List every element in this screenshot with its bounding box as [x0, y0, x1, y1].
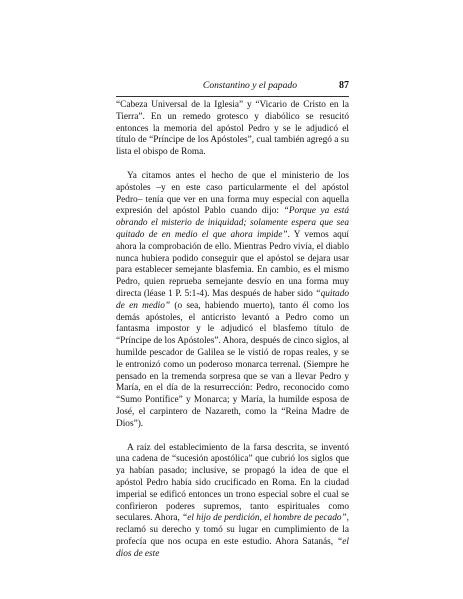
page-number: 87 — [339, 80, 349, 91]
paragraph — [116, 100, 349, 159]
text-run: Ya citamos antes el hecho de que el ministerio de los apóstoles –y en este caso particularmente el del apóstol Pedro– tenía que ver en una forma muy especial con aquella expresión del apóstol Pablo cuando dijo: — [116, 170, 349, 217]
text-run: (o sea, habiendo muerto), tanto él como los demás apóstoles, el anticristo levantó a Pedro como un fantasma impostor y le adjudicó el blasfemo título de “Príncipe de los Apóstoles”. Ahora, después de cinco siglos, al humilde pescador de Galilea se le vistió de ropas reales, y se le entronizó como un poderoso monarca terrenal. (Siempre he pensado en la tremenda sorpresa que se van a llevar Pedro y María, en el día de la resurrección: Pedro, reconocido como “Sumo Pontífice” y Monarca; y María, la humilde esposa de José, el carpintero de Nazareth, como la “Reina Madre de Dios”). — [116, 300, 350, 429]
text-run: . Y vemos aquí ahora la comprobación de ello. Mientras Pedro vivía, el diablo nunca hubiera podido conseguir que el apóstol se dejara usar para establecer semejante blasfemia. En cambio, es el mismo Pedro, quien reprueba semejante desvío en una forma muy directa (léase 1 P. 5:1-4). Mas después de haber sido — [116, 229, 350, 299]
quoted-scripture: “quitado de en medio” — [116, 288, 349, 311]
running-title: Constantino y el papado — [202, 80, 297, 91]
quoted-scripture: “Porque ya está obrando el misterio de iniquidad; solamente espera que sea quitado de en medio el que ahora impide” — [116, 206, 350, 240]
quoted-scripture: “el hijo de perdición, el hombre de pecado” — [182, 513, 347, 524]
paragraph — [116, 443, 349, 561]
quoted-scripture: “el dios de este — [116, 536, 349, 559]
paragraph — [116, 171, 349, 431]
body-text — [116, 100, 349, 572]
running-header — [116, 76, 349, 97]
text-run: “Cabeza Universal de la Iglesia” y “Vicario de Cristo en la Tierra”. En un remedo grotesco y diabólico se resucitó entonces la memoria del apóstol Pedro y se le adjudicó el título de “Príncipe de los Apóstoles”, cual también agregó a su lista el obispo de Roma. — [116, 100, 349, 158]
text-run: A raíz del establecimiento de la farsa descrita, se inventó una cadena de “sucesión apostólica” que cubrió los siglos que ya habían pasado; inclusive, se propagó la idea de que el apóstol Pedro había sido crucificado en Roma. En la ciudad imperial se edificó entonces un trono especial sobre el cual se confirieron poderes supremos, tanto espirituales como seculares. Ahora, — [116, 442, 349, 524]
text-run: , reclamó su derecho y tomó su lugar en cumplimiento de la profecía que nos ocupa en este estudio. Ahora Satanás, — [116, 513, 349, 547]
